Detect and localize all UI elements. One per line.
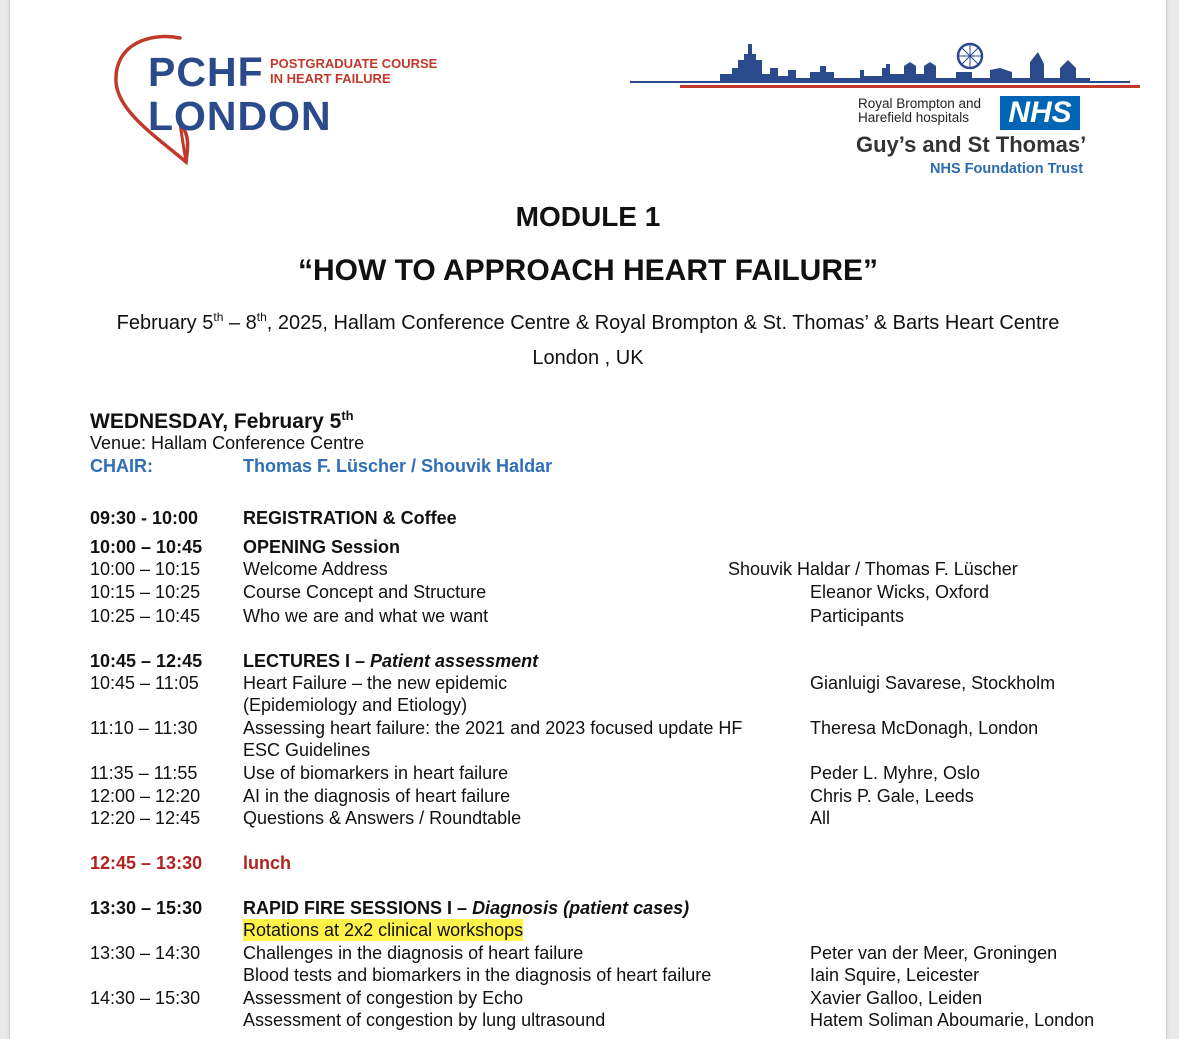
row-time: 13:30 – 14:30	[90, 943, 201, 963]
schedule-row-lunch	[10, 852, 1166, 875]
row-session: Challenges in the diagnosis of heart failure	[243, 943, 584, 963]
row-session: Course Concept and Structure	[243, 582, 487, 602]
row-speaker: Iain Squire, Leicester	[810, 965, 980, 985]
row-session: REGISTRATION & Coffee	[243, 508, 457, 528]
row-time: 12:20 – 12:45	[90, 808, 201, 828]
schedule-row	[10, 581, 1166, 604]
row-session: lunch	[243, 853, 291, 873]
row-time: 12:00 – 12:20	[90, 786, 201, 806]
schedule-row	[10, 694, 1166, 717]
logo-tagline-2: IN HEART FAILURE	[270, 71, 391, 86]
schedule-row	[10, 605, 1166, 628]
day-sup: th	[341, 408, 354, 423]
nhs-logos	[830, 94, 1110, 184]
date-start-sup: th	[213, 310, 224, 324]
date-rest: , 2025, Hallam Conference Centre & Royal Brompton & St. Thomas’ & Barts Heart Centre	[266, 312, 1060, 334]
row-time: 10:45 – 12:45	[90, 651, 203, 671]
row-time: 10:45 – 11:05	[90, 673, 199, 693]
row-time: 11:35 – 11:55	[90, 763, 198, 783]
row-speaker: Hatem Soliman Aboumarie, London	[810, 1010, 1095, 1030]
row-session: (Epidemiology and Etiology)	[243, 695, 468, 715]
schedule-row	[10, 672, 1166, 695]
day-heading	[90, 408, 354, 434]
schedule-row	[10, 1009, 1166, 1032]
schedule-row	[10, 964, 1166, 987]
row-time: 10:00 – 10:45	[90, 537, 203, 557]
nhs-foundation-trust-text: NHS Foundation Trust	[930, 161, 1084, 177]
london-skyline-icon	[620, 38, 1140, 94]
module-heading: MODULE 1	[515, 201, 661, 232]
row-speaker: Eleanor Wicks, Oxford	[810, 582, 990, 602]
royal-brompton-text	[858, 97, 981, 125]
logo-london: LONDON	[148, 93, 332, 139]
row-time: 13:30 – 15:30	[90, 898, 203, 918]
date-end-sup: th	[256, 310, 267, 324]
row-speaker: Peder L. Myhre, Oslo	[810, 763, 981, 783]
row-time: 09:30 - 10:00	[90, 508, 199, 528]
row-session: OPENING Session	[243, 537, 401, 557]
row-session: Who we are and what we want	[243, 606, 489, 626]
row-session-main: RAPID FIRE SESSIONS I –	[243, 898, 473, 918]
row-time: 10:25 – 10:45	[90, 606, 201, 626]
row-session: Use of biomarkers in heart failure	[243, 763, 509, 783]
row-session	[243, 897, 689, 919]
rb-line2: Harefield hospitals	[858, 110, 970, 125]
row-session-highlighted: Rotations at 2x2 clinical workshops	[243, 920, 524, 940]
date-venue-line	[10, 310, 1166, 335]
row-speaker: Xavier Galloo, Leiden	[810, 988, 983, 1008]
venue-line: Venue: Hallam Conference Centre	[90, 433, 365, 453]
row-session: Assessing heart failure: the 2021 and 2023 focused update HF	[243, 718, 743, 738]
row-session: Heart Failure – the new epidemic	[243, 673, 508, 693]
schedule-row	[10, 650, 1166, 673]
row-time: 14:30 – 15:30	[90, 988, 201, 1008]
row-session: Assessment of congestion by lung ultrasound	[243, 1010, 606, 1030]
schedule-row	[10, 558, 1166, 581]
pchf-london-logo	[110, 34, 490, 174]
row-speaker: Theresa McDonagh, London	[810, 718, 1039, 738]
location-line: London , UK	[532, 347, 644, 369]
schedule-row	[10, 762, 1166, 785]
logo-pchf: PCHF	[148, 49, 264, 95]
row-session: Blood tests and biomarkers in the diagnosis of heart failure	[243, 965, 712, 985]
schedule-row	[10, 942, 1166, 965]
rb-line1: Royal Brompton and	[858, 96, 982, 111]
document-page	[10, 0, 1166, 1039]
row-session: Welcome Address	[243, 559, 388, 579]
row-time: 11:10 – 11:30	[90, 718, 198, 738]
row-speaker: Peter van der Meer, Groningen	[810, 943, 1058, 963]
row-session: Assessment of congestion by Echo	[243, 988, 524, 1008]
schedule-row	[10, 739, 1166, 762]
date-start: February 5	[116, 312, 214, 334]
guys-st-thomas-text: Guy’s and St Thomas’	[856, 132, 1087, 157]
schedule-row	[10, 507, 1166, 530]
schedule-row	[10, 987, 1166, 1010]
schedule-row	[10, 717, 1166, 740]
row-session: ESC Guidelines	[243, 740, 371, 760]
date-sep: – 8	[223, 312, 257, 334]
row-speaker: Gianluigi Savarese, Stockholm	[810, 673, 1056, 693]
row-session	[243, 650, 538, 672]
chair-names: Thomas F. Lüscher / Shouvik Haldar	[243, 456, 553, 476]
row-session: AI in the diagnosis of heart failure	[243, 786, 511, 806]
nhs-logo-badge: NHS	[1000, 96, 1080, 130]
logo-tagline-1: POSTGRADUATE COURSE	[270, 56, 438, 71]
schedule-row	[10, 919, 1166, 942]
schedule-row	[10, 897, 1166, 920]
row-speaker: Chris P. Gale, Leeds	[810, 786, 974, 806]
row-speaker: All	[810, 808, 831, 828]
row-session-italic: Patient assessment	[370, 651, 539, 671]
schedule-row	[10, 785, 1166, 808]
row-time: 10:00 – 10:15	[90, 559, 201, 579]
row-session: Questions & Answers / Roundtable	[243, 808, 522, 828]
row-time: 10:15 – 10:25	[90, 582, 201, 602]
row-time: 12:45 – 13:30	[90, 853, 203, 873]
row-speaker: Participants	[810, 606, 905, 626]
row-session-main: LECTURES I –	[243, 651, 371, 671]
row-session-italic: Diagnosis (patient cases)	[472, 898, 690, 918]
logo-tagline	[270, 56, 437, 86]
schedule-row	[10, 807, 1166, 830]
day-label: WEDNESDAY, February 5	[90, 410, 342, 433]
chair-label: CHAIR:	[90, 456, 153, 476]
page-title: “HOW TO APPROACH HEART FAILURE”	[297, 254, 878, 287]
row-speaker: Shouvik Haldar / Thomas F. Lüscher	[728, 559, 1018, 579]
schedule-row	[10, 536, 1166, 559]
